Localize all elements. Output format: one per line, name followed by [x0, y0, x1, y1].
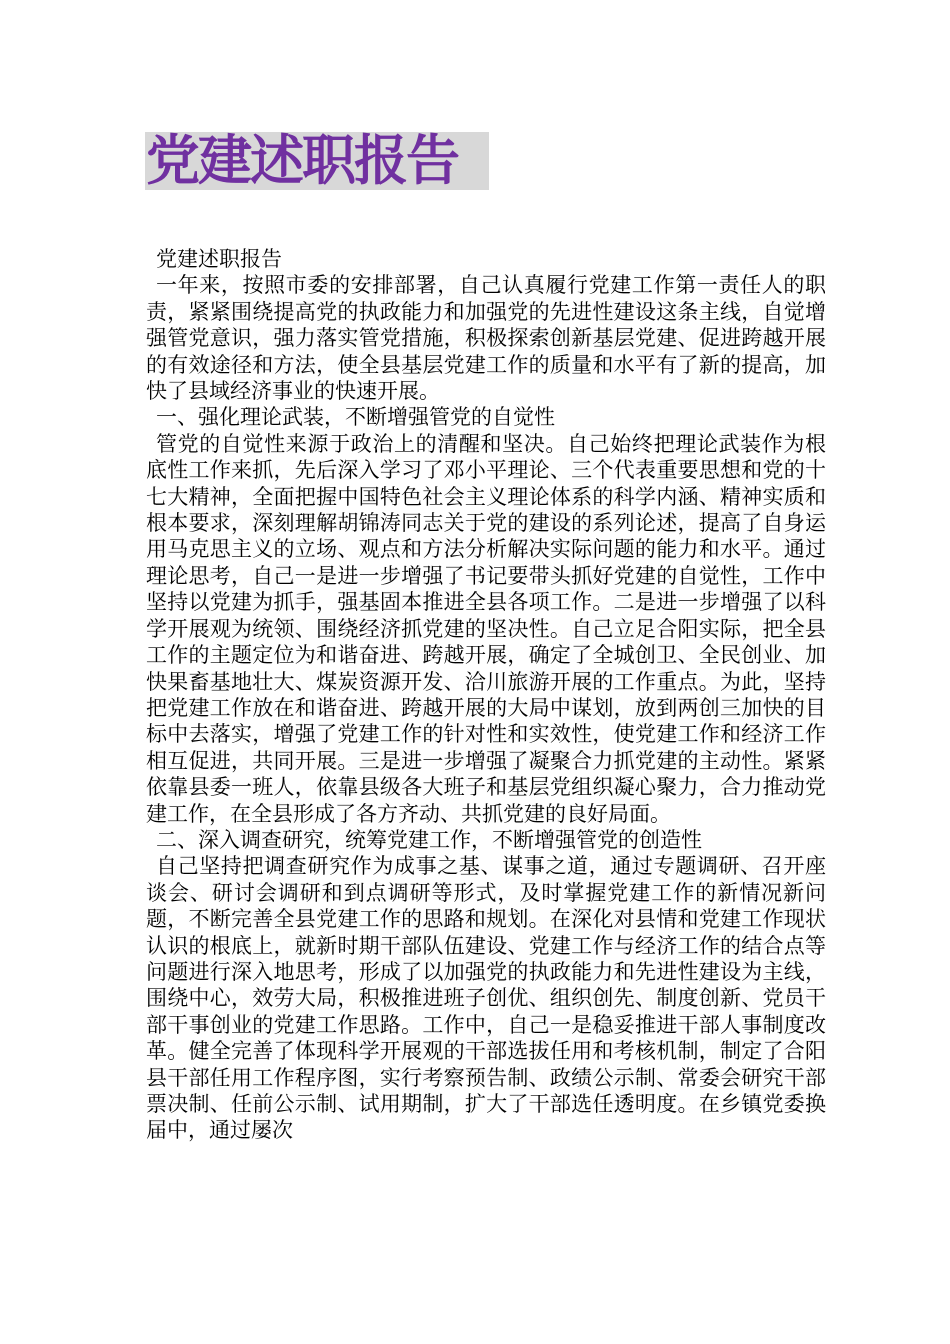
document-body	[146, 246, 826, 1144]
paragraph: 管党的自觉性来源于政治上的清醒和坚决。自己始终把理论武装作为根底性工作来抓，先后深入学习了邓小平理论、三个代表重要思想和党的十七大精神，全面把握中国特色社会主义理论体系的科学内涵、精神实质和根本要求，深刻理解胡锦涛同志关于党的建设的系列论述，提高了自身运用马克思主义的立场、观点和方法分析解决实际问题的能力和水平。通过理论思考，自己一是进一步增强了书记要带头抓好党建的自觉性，工作中坚持以党建为抓手，强基固本推进全县各项工作。二是进一步增强了以科学开展观为统领、围绕经济抓党建的坚决性。自己立足合阳实际，把全县工作的主题定位为和谐奋进、跨越开展，确定了全城创卫、全民创业、加快果畜基地壮大、煤炭资源开发、洽川旅游开展的工作重点。为此，坚持把党建工作放在和谐奋进、跨越开展的大局中谋划，放到两创三加快的目标中去落实，增强了党建工作的针对性和实效性，使党建工作和经济工作相互促进，共同开展。三是进一步增强了凝聚合力抓党建的主动性。紧紧依靠县委一班人，依靠县级各大班子和基层党组织凝心聚力，合力推动党建工作，在全县形成了各方齐动、共抓党建的良好局面。	[146, 431, 826, 826]
section-heading: 二、深入调查研究，统筹党建工作，不断增强管党的创造性	[156, 827, 702, 852]
paragraph: 一年来，按照市委的安排部署，自己认真履行党建工作第一责任人的职责，紧紧围绕提高党的执政能力和加强党的先进性建设这条主线，自觉增强管党意识，强力落实管党措施，积极探索创新基层党建、促进跨越开展的有效途径和方法，使全县基层党建工作的质量和水平有了新的提高，加快了县域经济事业的快速开展。	[146, 273, 826, 404]
document-subtitle: 党建述职报告	[156, 247, 282, 271]
title-highlight	[145, 129, 489, 192]
section-heading: 一、强化理论武装，不断增强管党的自觉性	[156, 405, 555, 430]
document-title: 党建述职报告	[146, 129, 458, 192]
paragraph: 自己坚持把调查研究作为成事之基、谋事之道，通过专题调研、召开座谈会、研讨会调研和到点调研等形式，及时掌握党建工作的新情况新问题，不断完善全县党建工作的思路和规划。在深化对县情和党建工作现状认识的根底上，就新时期干部队伍建设、党建工作与经济工作的结合点等问题进行深入地思考，形成了以加强党的执政能力和先进性建设为主线，围绕中心，效劳大局，积极推进班子创优、组织创先、制度创新、党员干部干事创业的党建工作思路。工作中，自己一是稳妥推进干部人事制度改革。健全完善了体现科学开展观的干部选拔任用和考核机制，制定了合阳县干部任用工作程序图，实行考察预告制、政绩公示制、常委会研究干部票决制、任前公示制、试用期制，扩大了干部选任透明度。在乡镇党委换届中，通过屡次	[146, 854, 826, 1143]
